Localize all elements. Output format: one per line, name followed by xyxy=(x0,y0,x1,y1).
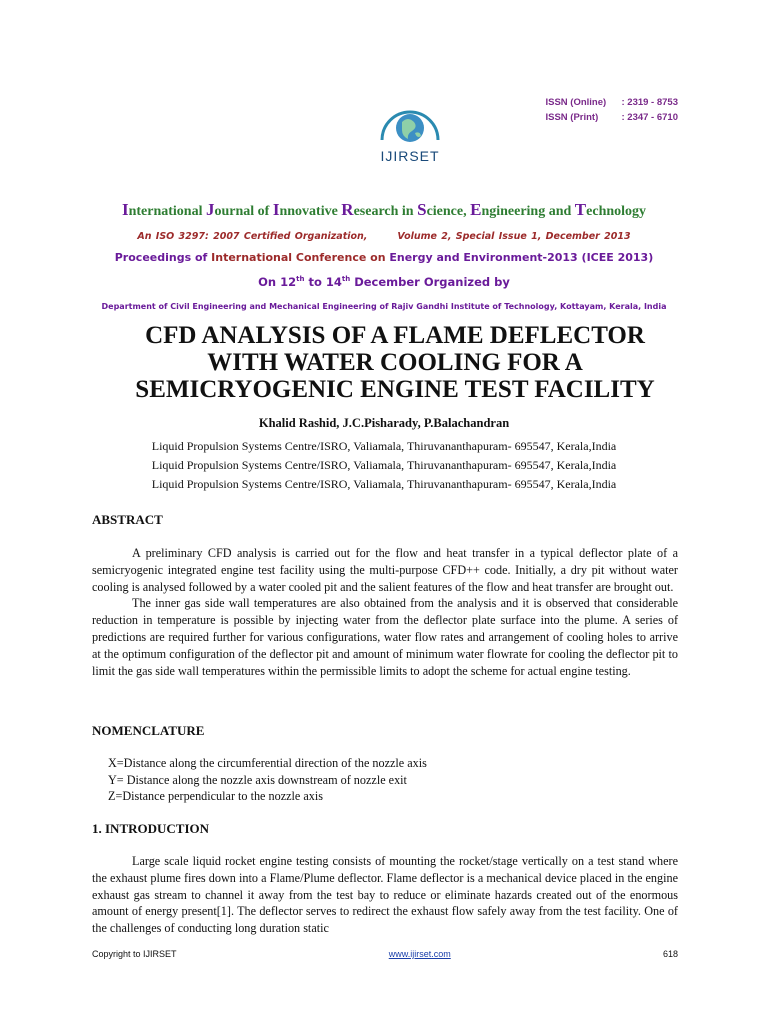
introduction-body xyxy=(92,853,678,937)
affiliation: Liquid Propulsion Systems Centre/ISRO, Valiamala, Thiruvananthapuram- 695547, Kerala,India xyxy=(151,458,617,472)
issn-online xyxy=(545,95,678,110)
abstract-paragraph: A preliminary CFD analysis is carried out for the flow and heat transfer in a typical deflector plate of a semicryogenic integrated engine test facility using the multi-purpose CFD++ code. Initially, a dry pit without water cooling is analysed followed by a water cooled pit and the salient features of the flow and heat transfer are brought out. xyxy=(92,546,678,594)
paper-title xyxy=(40,322,750,403)
nomenclature-item: Y= Distance along the nozzle axis downstream of nozzle exit xyxy=(108,772,407,787)
journal-word: Engineering and xyxy=(470,200,575,219)
issn-block xyxy=(545,95,678,125)
journal-word: Innovative xyxy=(272,200,342,219)
abstract-body xyxy=(92,545,678,679)
introduction-paragraph: Large scale liquid rocket engine testing consists of mounting the rocket/stage vertically on a test stand where the exhaust plume fires down into a Flame/Plume deflector. Flame deflector is a mechanical device placed in the engine exhaust gas stream to channel it away from the test bay to reduce or eliminate hazards created out of the enormous amount of energy present[1]. The deflector serves to redirect the exhaust flow safely away from the test facility. One of the challenges of conducting long duration static xyxy=(92,854,678,936)
logo-text: IJIRSET xyxy=(380,148,440,164)
proceedings-topic: Energy and Environment-2013 (ICEE 2013) xyxy=(389,251,654,264)
journal-word: International xyxy=(121,200,206,219)
proceedings-conference: International Conference on xyxy=(211,251,390,264)
issn-print xyxy=(545,110,678,125)
page-footer xyxy=(92,949,678,959)
affiliation: Liquid Propulsion Systems Centre/ISRO, Valiamala, Thiruvananthapuram- 695547, Kerala,India xyxy=(151,439,617,453)
issn-print-label: ISSN (Print) xyxy=(545,112,599,123)
affiliations xyxy=(0,437,768,494)
iso-certification: An ISO 3297: 2007 Certified Organization, xyxy=(137,231,368,242)
journal-word: Technology xyxy=(574,200,647,219)
proceedings-text: Proceedings of xyxy=(114,251,212,264)
nomenclature-list xyxy=(108,755,427,805)
journal-name xyxy=(0,200,768,220)
footer-website-link[interactable]: www.ijirset.com xyxy=(388,949,451,959)
abstract-heading: ABSTRACT xyxy=(92,512,163,527)
globe-icon xyxy=(360,100,460,150)
journal-word: Research in xyxy=(341,200,418,219)
issn-print-value: : 2347 - 6710 xyxy=(621,112,678,123)
title-line: SEMICRYOGENIC ENGINE TEST FACILITY xyxy=(135,376,655,403)
nomenclature-heading: NOMENCLATURE xyxy=(92,723,205,738)
title-line: CFD ANALYSIS OF A FLAME DEFLECTOR xyxy=(145,322,645,349)
footer-copyright: Copyright to IJIRSET xyxy=(92,949,177,959)
issn-online-value: : 2319 - 8753 xyxy=(621,97,678,108)
authors: Khalid Rashid, J.C.Pisharady, P.Balachandran xyxy=(258,416,510,430)
affiliation: Liquid Propulsion Systems Centre/ISRO, Valiamala, Thiruvananthapuram- 695547, Kerala,India xyxy=(151,477,617,491)
introduction-heading: 1. INTRODUCTION xyxy=(92,821,210,836)
issn-online-label: ISSN (Online) xyxy=(545,97,607,108)
nomenclature-item: X=Distance along the circumferential direction of the nozzle axis xyxy=(108,756,427,770)
journal-word: Journal of xyxy=(205,200,273,219)
proceedings-line xyxy=(0,251,768,264)
abstract-paragraph: The inner gas side wall temperatures are also obtained from the analysis and it is observed that considerable reduction in temperature is possible by injecting water from the deflector plate surface into the plume. A series of predictions are required further for various configurations, water flow rates and arrangement of cooling holes to arrive at the optimum configuration of the deflector pit and amount of minimum water flowrate for cooling the deflector pit to limit the gas side wall temperatures within the permissible limits to adopt the scheme for actual engine testing. xyxy=(92,596,678,678)
nomenclature-item: Z=Distance perpendicular to the nozzle axis xyxy=(108,789,323,803)
journal-word: Science, xyxy=(417,200,471,219)
footer-page-number: 618 xyxy=(662,949,678,959)
iso-line xyxy=(0,231,768,242)
title-line: WITH WATER COOLING FOR A xyxy=(207,349,583,376)
organizing-department: Department of Civil Engineering and Mechanical Engineering of Rajiv Gandhi Institute of Technology, Kottayam, Kerala, India xyxy=(101,302,667,311)
conference-dates: On 12th to 14th December Organized by xyxy=(258,275,510,289)
volume-issue: Volume 2, Special Issue 1, December 2013 xyxy=(397,231,631,242)
